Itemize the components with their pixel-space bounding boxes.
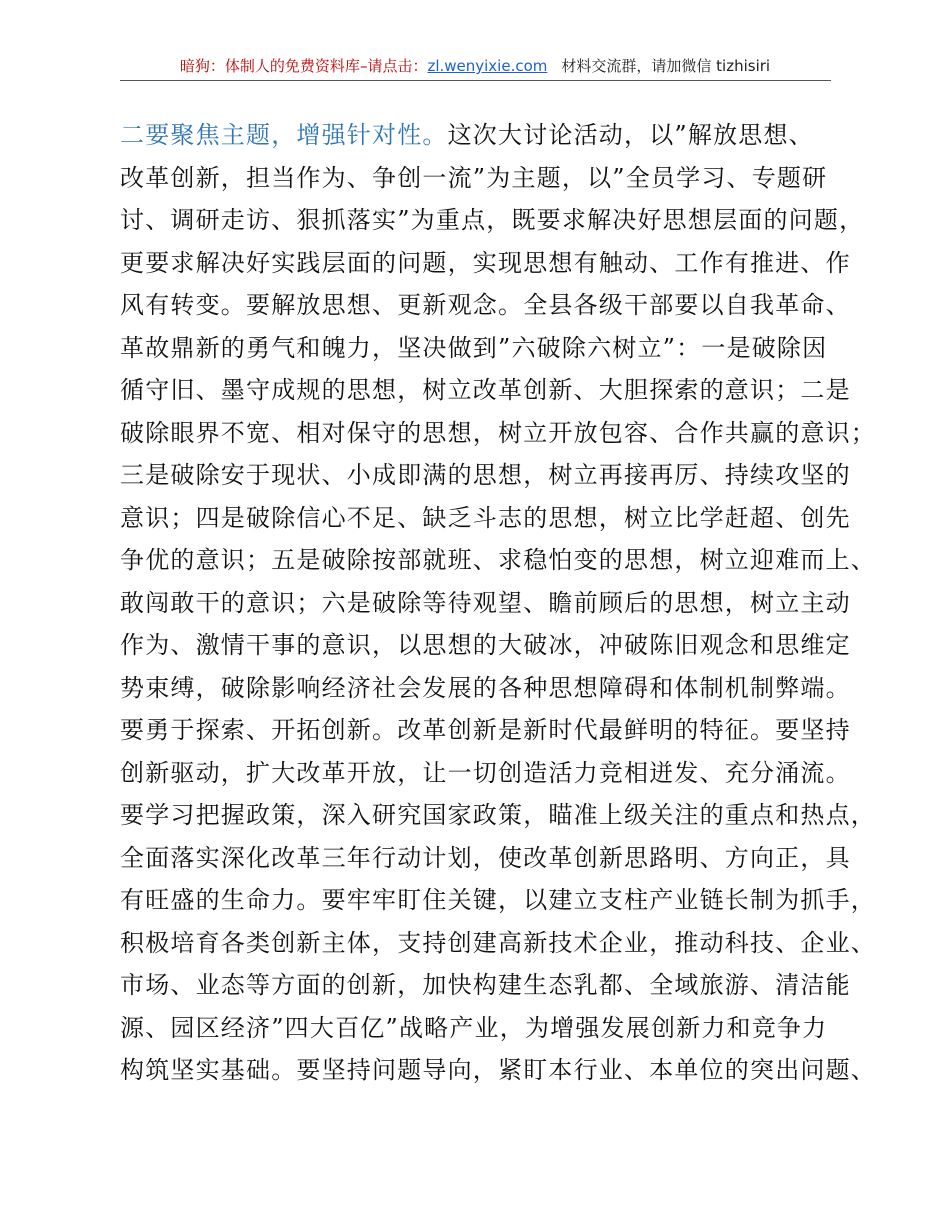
text-line: 更要求解决好实践层面的问题，实现思想有触动、工作有推进、作 xyxy=(120,248,851,277)
text-line: 敢闯敢干的意识；六是破除等待观望、瞻前顾后的思想，树立主动 xyxy=(120,588,851,617)
text-line: 要勇于探索、开拓创新。改革创新是新时代最鲜明的特征。要坚持 xyxy=(120,716,851,744)
page-header xyxy=(120,56,830,76)
text-line: 要学习把握政策，深入研究国家政策，瞄准上级关注的重点和热点， xyxy=(120,801,876,829)
text-line: 构筑坚实基础。要坚持问题导向，紧盯本行业、本单位的突出问题、 xyxy=(120,1056,876,1084)
document-body xyxy=(120,114,876,1092)
text-line: 积极培育各类创新主体，支持创建高新技术企业，推动科技、企业、 xyxy=(120,928,876,957)
header-contact: 材料交流群，请加微信 tizhisiri xyxy=(561,57,771,75)
text-line: 循守旧、墨守成规的思想，树立改革创新、大胆探索的意识；二是 xyxy=(120,376,851,404)
text-line: 全面落实深化改革三年行动计划，使改革创新思路明、方向正，具 xyxy=(120,843,851,872)
text-line: 争优的意识；五是破除按部就班、求稳怕变的思想，树立迎难而上、 xyxy=(120,546,876,574)
text-line: 三是破除安于现状、小成即满的思想，树立再接再厉、持续攻坚的 xyxy=(120,461,851,489)
text-line: 革故鼎新的勇气和魄力，坚决做到”六破除六树立”：一是破除因 xyxy=(120,333,828,362)
text-line: 有旺盛的生命力。要牢牢盯住关键，以建立支柱产业链长制为抓手， xyxy=(120,886,876,914)
header-brand: 暗狗：体制人的免费资料库 xyxy=(179,57,360,75)
text-line: 源、园区经济”四大百亿”战略产业，为增强发展创新力和竞争力 xyxy=(120,1013,828,1042)
text-line: 势束缚，破除影响经济社会发展的各种思想障碍和体制机制弊端。 xyxy=(120,673,851,702)
text-line: 改革创新，担当作为、争创一流”为主题，以”全员学习、专题研 xyxy=(120,163,828,192)
text-line: 讨、调研走访、狠抓落实”为重点，既要求解决好思想层面的问题， xyxy=(120,206,865,234)
text-line: 风有转变。要解放思想、更新观念。全县各级干部要以自我革命、 xyxy=(120,291,851,319)
header-prompt: –请点击： xyxy=(359,57,428,75)
header-link[interactable]: zl.wenyixie.com xyxy=(427,57,548,75)
text-line: 作为、激情干事的意识，以思想的大破冰，冲破陈旧观念和思维定 xyxy=(120,631,851,659)
text-line: 市场、业态等方面的创新，加快构建生态乳都、全域旅游、清洁能 xyxy=(120,971,851,999)
text-line: 破除眼界不宽、相对保守的思想，树立开放包容、合作共赢的意识； xyxy=(120,418,876,447)
section-heading-lead: 二要聚焦主题，增强针对性。 xyxy=(120,121,448,149)
text-line: 意识；四是破除信心不足、缺乏斗志的思想，树立比学赶超、创先 xyxy=(120,503,851,532)
header-divider xyxy=(120,80,831,81)
text-line: 创新驱动，扩大改革开放，让一切创造活力竞相迸发、充分涌流。 xyxy=(120,758,851,787)
paragraph-first-line xyxy=(120,114,860,157)
first-line-text: 这次大讨论活动，以”解放思想、 xyxy=(447,121,814,149)
